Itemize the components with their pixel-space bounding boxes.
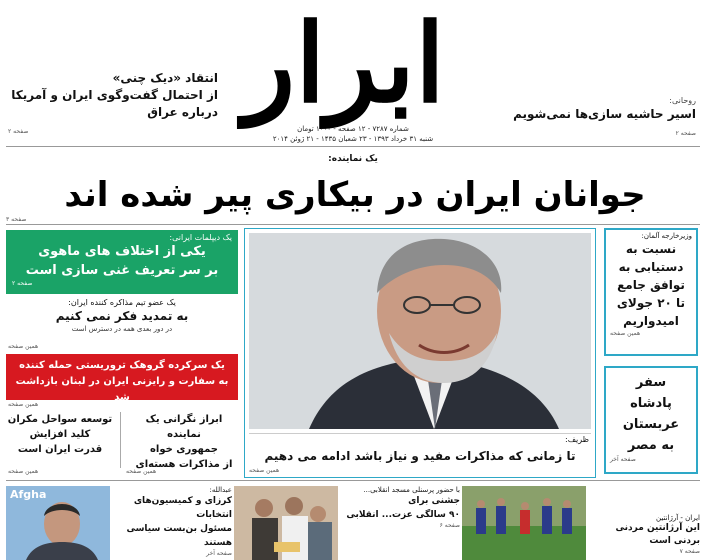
- rb1-page: همین صفحه: [610, 330, 641, 337]
- person-illustration: [6, 486, 110, 560]
- rb1-line-3: توافق جامع: [617, 278, 685, 292]
- top-left-line-1: انتقاد «دیک چنی»: [112, 71, 218, 85]
- group-illustration: [234, 486, 338, 560]
- bl-left-line-1: توسعه سواحل مکران: [7, 414, 113, 425]
- top-right-teaser: [486, 96, 696, 123]
- bl-right-page: همین صفحه: [8, 468, 39, 475]
- b3-line-2: بردنی است: [649, 536, 700, 546]
- main-kicker: یک نماینده:: [328, 154, 378, 164]
- rb2-page: صفحه آخر: [610, 456, 636, 463]
- bottom-left-row: [6, 412, 238, 472]
- top-left-teaser: [8, 70, 218, 121]
- rb2-line-4: به مصر: [627, 438, 675, 453]
- b3-line-1: این آرژانتین مردنی: [615, 523, 700, 533]
- red-line-1: یک سرکرده گروهک تروریستی حمله کننده: [19, 360, 225, 371]
- bl-left-line-2: کلید افزایش: [29, 429, 91, 440]
- red-story-box: [6, 354, 238, 403]
- b2-page: صفحه ۶: [439, 522, 460, 529]
- celebration-photo: [234, 486, 338, 560]
- bl-divider: [120, 412, 121, 468]
- b1-kicker: عبدالله:: [209, 486, 232, 494]
- rb1-line-1: نسبت به: [625, 242, 677, 256]
- top-right-headline: اسیر حاشیه سازی‌ها نمی‌شویم: [513, 107, 696, 121]
- mid-kicker: یک عضو تیم مذاکره کننده ایران:: [68, 298, 176, 307]
- green-headline-2: بر سر تعریف غنی سازی است: [25, 263, 219, 278]
- football-photo: [462, 486, 586, 560]
- b3-kicker: ایران - آرژانتین: [656, 514, 700, 522]
- green-kicker: یک دیپلمات ایرانی:: [169, 233, 232, 242]
- b2-line-1: جشنی برای: [408, 496, 460, 506]
- b2-text: [342, 486, 460, 529]
- bl-left-story: [6, 412, 114, 457]
- masthead-rule: [6, 146, 700, 147]
- bottom-story-1: [6, 486, 232, 560]
- green-headline-1: یکی از اختلاف های ماهوی: [38, 244, 206, 259]
- b1-text: [114, 486, 232, 557]
- bottom-story-2: [234, 486, 460, 560]
- bl-right-line-1: ابراز نگرانی یک نماینده: [145, 414, 223, 440]
- bottom-story-3: [462, 486, 700, 560]
- caption-headline: تا زمانی که مذاکرات مفید و نیاز باشد ادامه می دهیم: [264, 449, 576, 463]
- rb1-kicker: وزیرخارجه آلمان:: [641, 232, 692, 240]
- caption-page: همین صفحه: [249, 467, 280, 474]
- green-story-box: [6, 230, 238, 294]
- right-box-2: [604, 366, 698, 474]
- rb1-line-5: امیدواریم: [623, 314, 679, 328]
- caption-rule: [249, 433, 591, 434]
- mid-page: همین صفحه: [8, 343, 39, 350]
- caption-kicker: ظریف:: [565, 435, 589, 444]
- b2-kicker: با حضور پرسنلی مسجد انقلابی...: [363, 486, 460, 494]
- b1-line-2: مسئول بن‌بست سیاسی هستند: [126, 524, 232, 548]
- rb2-line-3: عربستان: [622, 417, 680, 432]
- rb2-line-1: سفر: [635, 375, 667, 390]
- mid-headline: به تمدید فکر نمی کنیم: [55, 309, 189, 323]
- bottom-rule: [6, 480, 700, 481]
- rb1-line-2: دستیابی به: [618, 260, 684, 274]
- mid-sub: در دور بعدی همه در دسترس است: [71, 325, 173, 333]
- headline-rule: [6, 224, 700, 225]
- red-line-2: به سفارت و رایزنی ایران در لبنان بازداشت شد: [15, 376, 229, 403]
- center-story-frame: [244, 228, 596, 478]
- players-illustration: [462, 486, 586, 560]
- rb1-line-4: تا ۲۰ جولای: [616, 296, 686, 310]
- bl-left-line-3: قدرت ایران است: [17, 444, 103, 455]
- rb2-line-2: پادشاه: [630, 396, 672, 411]
- top-left-page: صفحه ۲: [8, 128, 29, 135]
- b2-line-2: ۹۰ سالگی عزت... انقلابی: [346, 510, 460, 520]
- red-page: همین صفحه: [8, 401, 39, 408]
- issue-line-1: شماره ۷۲۸۷ - ۱۲ صفحه - ۱۰۰۰ تومان: [297, 125, 409, 133]
- abdullah-photo: [6, 486, 110, 560]
- issue-info: [258, 124, 448, 144]
- b3-page: صفحه ۷: [679, 548, 700, 555]
- main-headline: جوانان ایران در بیکاری پیر شده اند: [64, 175, 646, 215]
- photo-sign-text: Afgha: [10, 488, 47, 501]
- bl-right-line-2: جمهوری خواه: [150, 444, 218, 455]
- issue-line-2: شنبه ۳۱ خرداد ۱۳۹۳ - ۲۳ شعبان ۱۴۳۵ - ۲۱ ژوئن ۲۰۱۴: [272, 135, 434, 143]
- main-page: صفحه ۳: [6, 216, 27, 223]
- top-right-kicker: روحانی:: [669, 96, 696, 105]
- b1-line-1: کرزای و کمیسیون‌های انتخابات: [133, 496, 232, 520]
- right-box-1: [604, 228, 698, 356]
- bl-right-line-3: از مذاکرات هسته‌ای: [135, 459, 233, 470]
- bl-left-page: همین صفحه: [126, 468, 157, 475]
- green-page: صفحه ۲: [12, 280, 33, 287]
- top-left-line-3: درباره عراق: [147, 105, 218, 119]
- bl-right-story: [130, 412, 238, 472]
- b3-text: [592, 514, 700, 555]
- top-left-line-2: از احتمال گفت‌وگوی ایران و آمریکا: [11, 88, 218, 102]
- portrait-illustration: [249, 233, 591, 429]
- mid-story: [6, 298, 238, 333]
- top-right-page: صفحه ۲: [675, 130, 696, 137]
- newspaper-logo: ابرار: [243, 1, 445, 127]
- b1-page: صفحه آخر: [206, 550, 232, 557]
- zarif-photo: [249, 233, 591, 429]
